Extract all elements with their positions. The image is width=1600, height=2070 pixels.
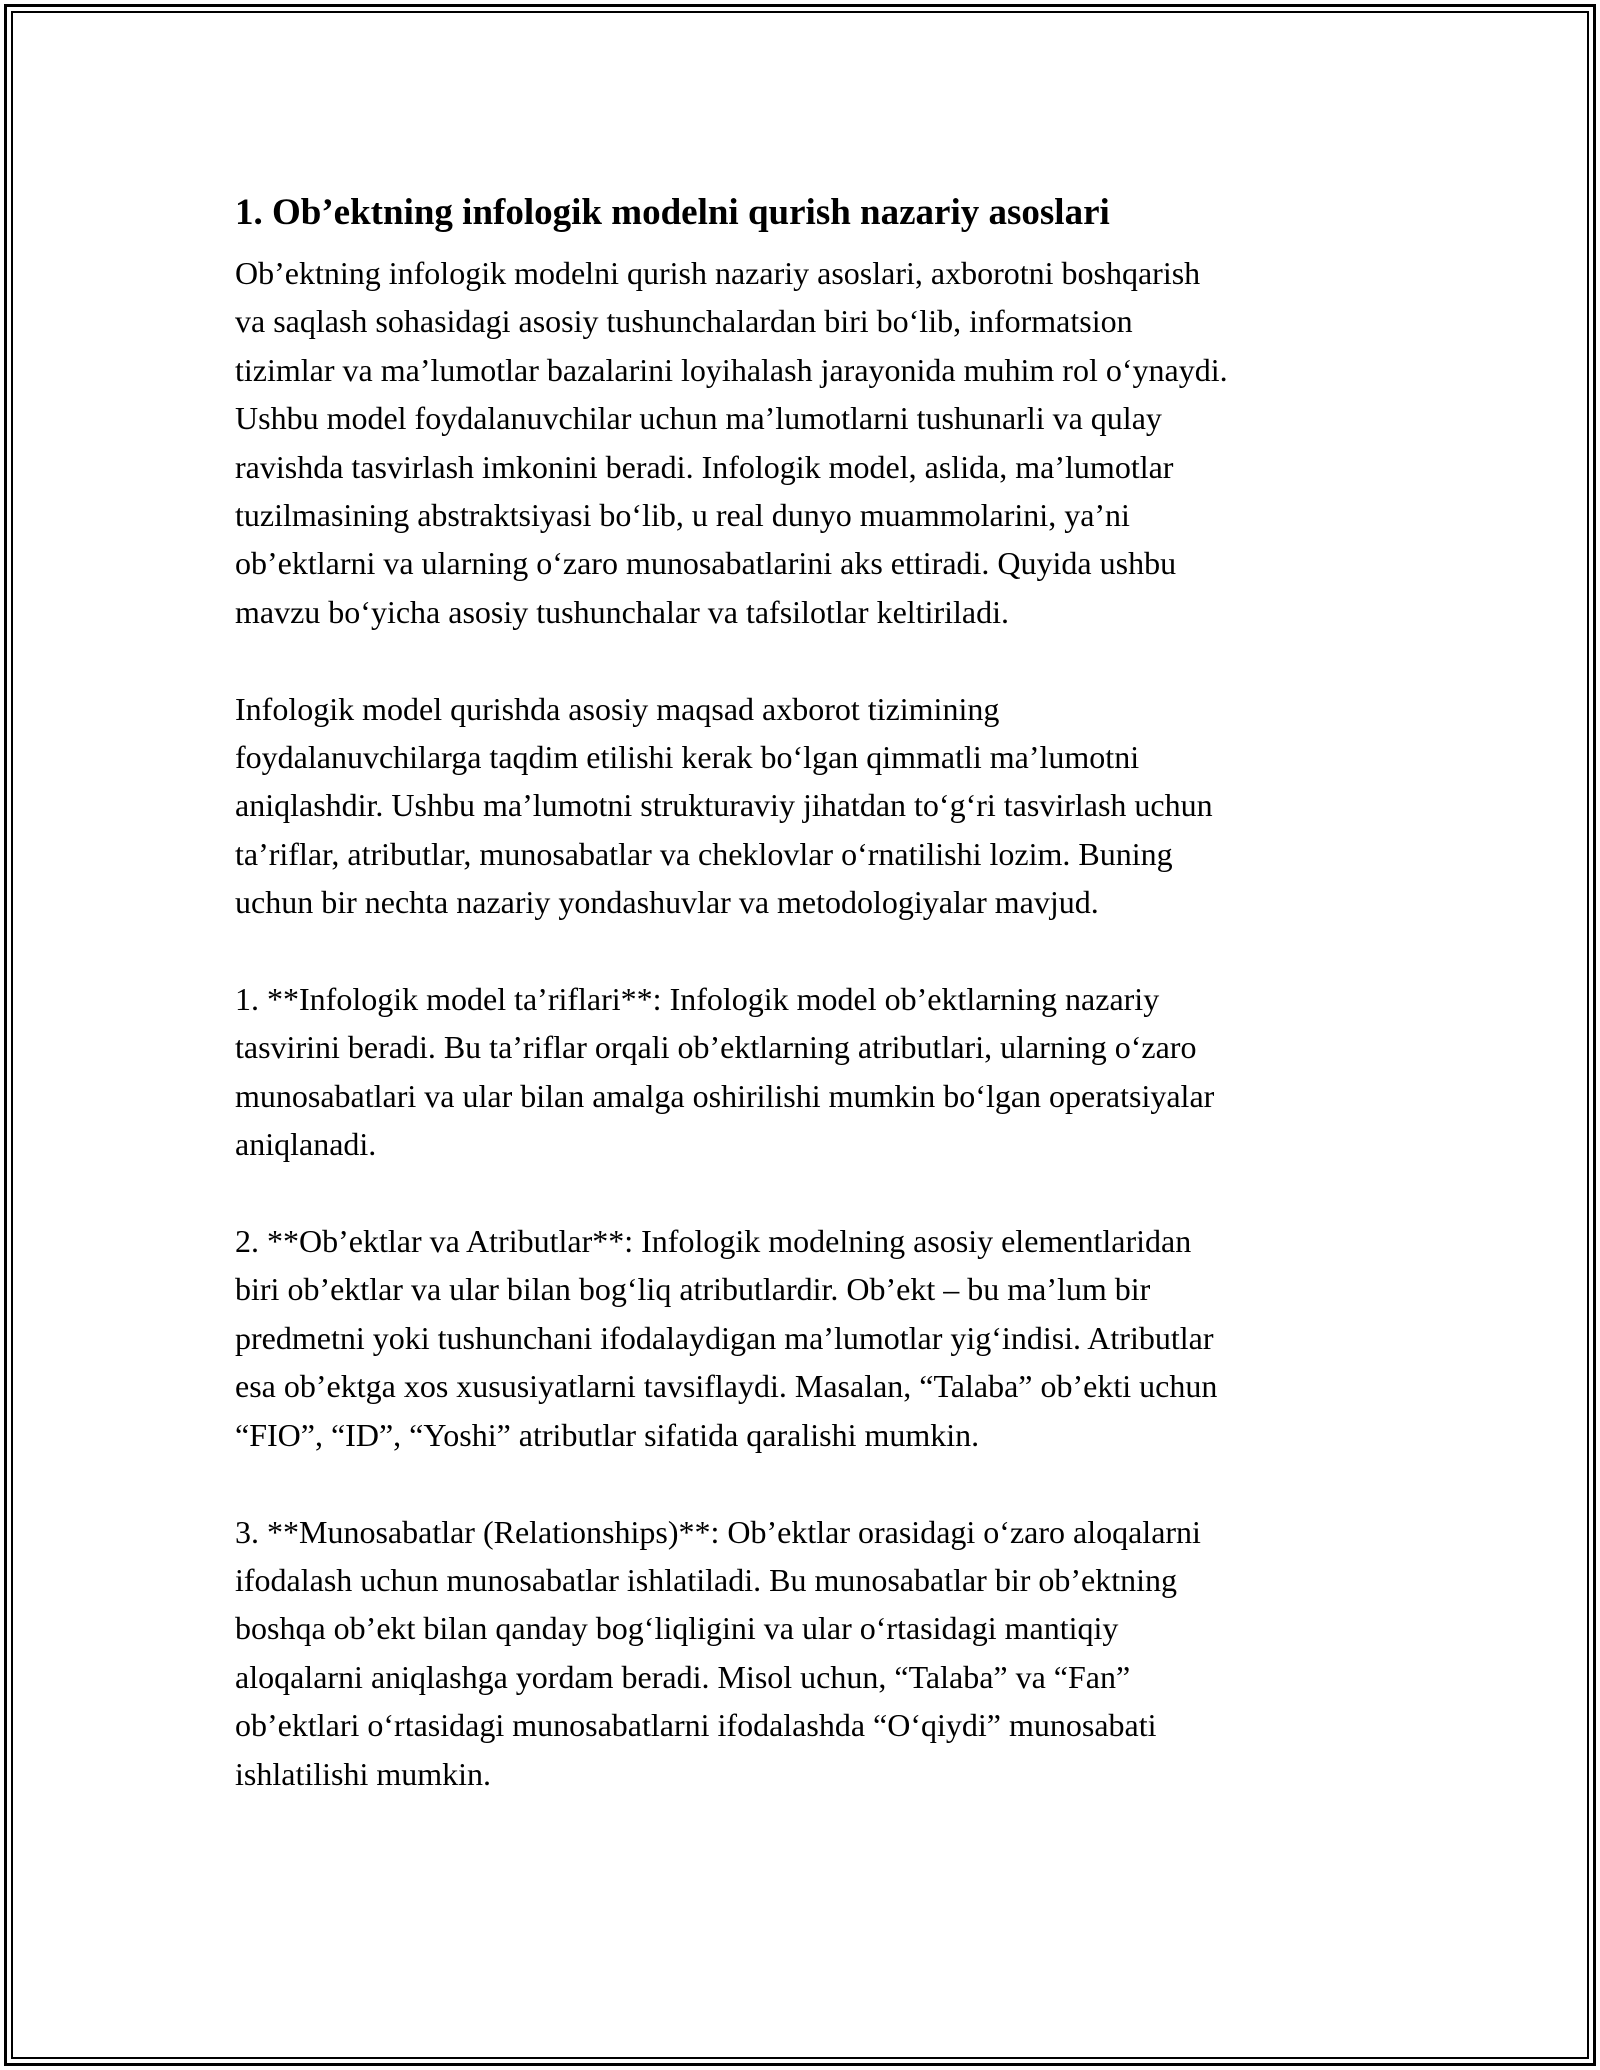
paragraph-item-objects-attributes: 2. **Ob’ektlar va Atributlar**: Infologik modelning asosiy elementlaridan biri ob’ektlar va ular bilan bog‘liq atributlardir. Ob’ekt – bu ma’lum bir predmetni yoki tushunchani ifodalaydigan ma’lumotlar yig‘indisi. Atributlar esa ob’ektga xos xususiyatlarni tavsiflaydi. Masalan, “Talaba” ob’ekti uchun “FIO”, “ID”, “Yoshi” atributlar sifatida qaralishi mumkin. [235,1223,1218,1453]
paragraph-goal: Infologik model qurishda asosiy maqsad axborot tizimining foydalanuvchilarga taqdim etilishi kerak bo‘lgan qimmatli ma’lumotni aniqlashdir. Ushbu ma’lumotni strukturaviy jihatdan to‘g‘ri tasvirlash uchun ta’riflar, atributlar, munosabatlar va cheklovlar o‘rnatilishi lozim. Buning uchun bir nechta nazariy yondashuvlar va metodologiyalar mavjud. [235,690,1213,921]
paragraph-item-definitions: 1. **Infologik model ta’riflari**: Infologik model ob’ektlarning nazariy tasvirini beradi. Bu ta’riflar orqali ob’ektlarning atributlari, ularning o‘zaro munosabatlari va ular bilan amalga oshirilishi mumkin bo‘lgan operatsiyalar aniqlanadi. [235,981,1215,1163]
paragraph-item-relationships: 3. **Munosabatlar (Relationships)**: Ob’ektlar orasidagi o‘zaro aloqalarni ifodalash uchun munosabatlar ishlatiladi. Bu munosabatlar bir ob’ektning boshqa ob’ekt bilan qanday bog‘liqligini va ular o‘rtasidagi mantiqiy aloqalarni aniqlashga yordam beradi. Misol uchun, “Talaba” va “Fan” ob’ektlari o‘rtasidagi munosabatlarni ifodalashda “O‘qiydi” munosabati ishlatilishi mumkin. [235,1513,1201,1792]
document-title: 1. Ob’ektning infologik modelni qurish nazariy asoslari [235,192,1110,233]
paragraph-intro: Ob’ektning infologik modelni qurish nazariy asoslari, axborotni boshqarish va saqlash sohasidagi asosiy tushunchalardan biri bo‘lib, informatsion tizimlar va ma’lumotlar bazalarini loyihalash jarayonida muhim rol o‘ynaydi. Ushbu model foydalanuvchilar uchun ma’lumotlarni tushunarli va qulay ravishda tasvirlash imkonini beradi. Infologik model, aslida, ma’lumotlar tuzilmasining abstraktsiyasi bo‘lib, u real dunyo muammolarini, ya’ni ob’ektlarni va ularning o‘zaro munosabatlarini aks ettiradi. Quyida ushbu mavzu bo‘yicha asosiy tushunchalar va tafsilotlar keltiriladi. [235,255,1228,630]
document-body [235,185,1385,1798]
